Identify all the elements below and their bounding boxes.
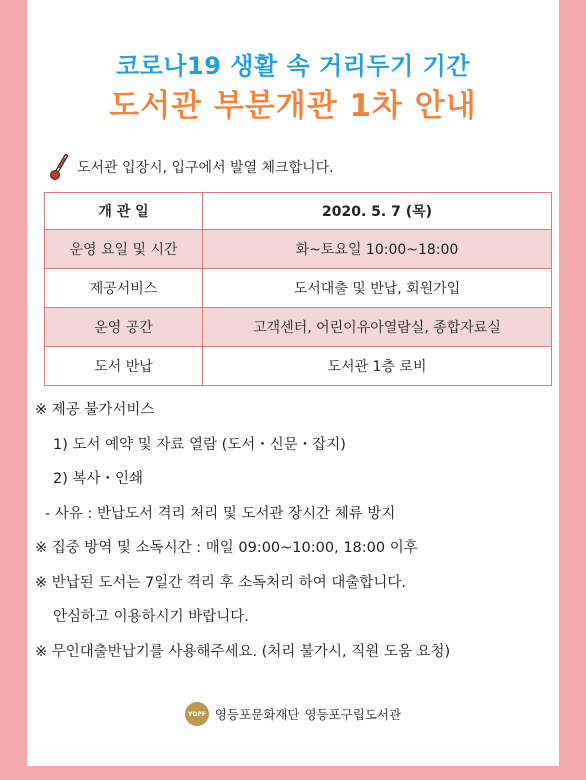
table-label: 제공서비스 — [45, 269, 203, 308]
table-value: 화~토요일 10:00~18:00 — [203, 230, 552, 269]
note-item: 1) 도서 예약 및 자료 열람 (도서・신문・잡지) — [53, 436, 346, 453]
footer-org-library: 영등포구립도서관 — [304, 707, 402, 722]
fever-check-text: 도서관 입장시, 입구에서 발열 체크합니다. — [77, 160, 334, 176]
note-item: ※ 무인대출반납기를 사용해주세요. (처리 불가시, 직원 도움 요청) — [35, 643, 451, 660]
table-row — [45, 308, 552, 347]
note-item: 2) 복사・인쇄 — [53, 471, 144, 487]
table-label: 운영 공간 — [45, 308, 203, 347]
table-row — [45, 193, 552, 230]
notes-list — [35, 396, 555, 672]
note-item: ※ 집중 방역 및 소독시간 : 매일 09:00~10:00, 18:00 이후 — [35, 540, 418, 556]
footer — [27, 702, 559, 726]
foundation-logo-icon — [185, 702, 209, 726]
table-value: 2020. 5. 7 (목) — [203, 193, 552, 230]
info-table — [44, 192, 552, 386]
note-item: ※ 반납된 도서는 7일간 격리 후 소독처리 하여 대출합니다. — [35, 574, 407, 591]
note-item: 안심하고 이용하시기 바랍니다. — [53, 609, 249, 625]
table-row — [45, 230, 552, 269]
table-row — [45, 347, 552, 386]
notice-card — [27, 0, 559, 766]
thermometer-icon — [49, 153, 71, 181]
fever-check-notice — [49, 152, 334, 182]
footer-org-foundation: 영등포문화재단 — [214, 707, 300, 722]
title-line1: 코로나19 생활 속 거리두기 기간 — [115, 52, 471, 80]
table-row — [45, 269, 552, 308]
logo-text: YDPF — [188, 710, 206, 718]
table-value: 고객센터, 어린이유아열람실, 종합자료실 — [203, 308, 552, 347]
note-item: - 사유 : 반납도서 격리 처리 및 도서관 장시간 체류 방지 — [45, 505, 396, 522]
table-value: 도서대출 및 반납, 회원가입 — [203, 269, 552, 308]
title-line2: 도서관 부분개관 1차 안내 — [109, 88, 477, 124]
note-item: ※ 제공 불가서비스 — [35, 402, 155, 418]
table-label: 운영 요일 및 시간 — [45, 230, 203, 269]
table-label: 개 관 일 — [45, 193, 203, 230]
table-value: 도서관 1층 로비 — [203, 347, 552, 386]
table-label: 도서 반납 — [45, 347, 203, 386]
